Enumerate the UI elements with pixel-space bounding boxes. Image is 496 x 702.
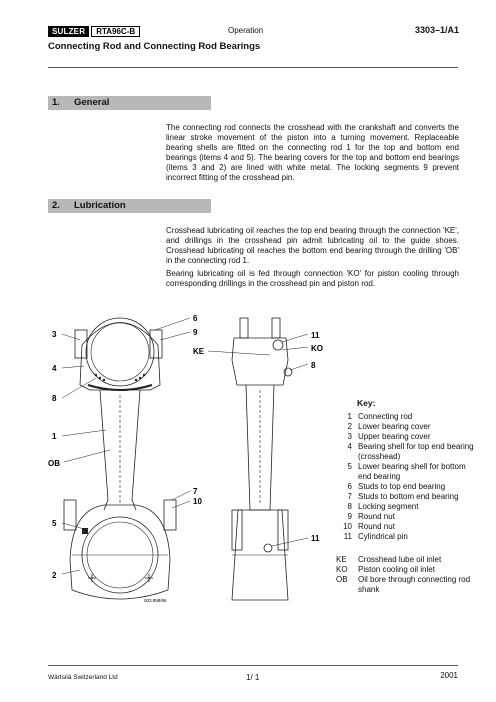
abbrev-item: KE Crosshead lube oil inlet [336, 555, 442, 564]
section-title: General [74, 97, 110, 108]
abbreviation-list [336, 555, 476, 595]
key-item: 5 Lower bearing shell for bottom end bearing [347, 462, 466, 481]
callout-8: 8 [52, 394, 57, 403]
footer-company: Wärtsilä Switzerland Ltd [48, 674, 118, 681]
key-item: 10 Round nut [343, 522, 395, 531]
key-item: 1 Connecting rod [347, 412, 413, 421]
document-number: 3303–1/A1 [414, 25, 459, 35]
key-item: 2 Lower bearing cover [347, 422, 431, 431]
callout-ob: OB [48, 459, 60, 468]
lubrication-paragraph-2: Bearing lubricating oil is fed through connection 'KO' for piston cooling through corresponding drillings in the crosshead pin and piston rod. [166, 269, 459, 288]
callout-1: 1 [52, 432, 57, 441]
callout-9: 9 [193, 328, 198, 337]
key-title: Key: [357, 398, 376, 408]
callout-7: 7 [193, 487, 198, 496]
callout-ko: KO [311, 344, 323, 353]
key-item: 4 Bearing shell for top end bearing (crosshead) [347, 442, 474, 461]
lubrication-paragraph-1: Crosshead lubricating oil reaches the top end bearing through the connection 'KE', and drillings in the crosshead pin admit lubricating oil to the guide shoes. Crosshead lubricating oil reaches the bottom end bearing through the drilling 'OB' in the connecting rod 1. [166, 226, 459, 265]
key-item: 7 Studs to bottom end bearing [347, 492, 459, 501]
engine-model: RTA96C-B [91, 26, 140, 37]
callout-2: 2 [52, 571, 57, 580]
callout-4: 4 [52, 364, 57, 373]
callout-ke: KE [193, 347, 205, 356]
callout-6: 6 [193, 314, 198, 323]
callout-3: 3 [52, 330, 57, 339]
page-title: Connecting Rod and Connecting Rod Bearings [48, 41, 261, 52]
page-number: 1/ 1 [246, 673, 260, 682]
key-list [338, 412, 476, 542]
abbrev-item: OB Oil bore through connecting rod shank [336, 575, 471, 594]
callout-8-side: 8 [311, 361, 316, 370]
general-paragraph: The connecting rod connects the crosshead with the crankshaft and converts the linear stroke movement of the piston into a turning movement. Replaceable bearing shells are fitted on the connecting rod 1 for the top and bottom end bearings (items 4 and 5). The bearing covers for the top and bottom end bearings (items 3 and 2) are lined with white metal. The locking segments 9 prevent incorrect fitting of the crosshead pin. [166, 123, 459, 182]
key-item: 8 Locking segment [347, 502, 419, 511]
abbrev-item: KO Piston cooling oil inlet [336, 565, 435, 574]
callout-11-lower: 11 [311, 534, 320, 543]
key-item: 9 Round nut [347, 512, 395, 521]
callout-10: 10 [193, 497, 202, 506]
key-item: 3 Upper bearing cover [347, 432, 431, 441]
key-item: 11 Cylindrical pin [343, 532, 408, 541]
key-item: 6 Studs to top end bearing [347, 482, 446, 491]
footer-year: 2001 [440, 671, 458, 680]
brand-name: SULZER [48, 26, 89, 37]
section-number: 1. [52, 97, 60, 108]
footer-divider [48, 665, 458, 666]
callout-11: 11 [311, 331, 320, 340]
drawing-number: 003.898/96 [144, 598, 167, 603]
callout-5: 5 [52, 519, 57, 528]
section-title: Lubrication [74, 200, 126, 211]
header-section: Operation [228, 26, 264, 35]
section-number: 2. [52, 200, 60, 211]
